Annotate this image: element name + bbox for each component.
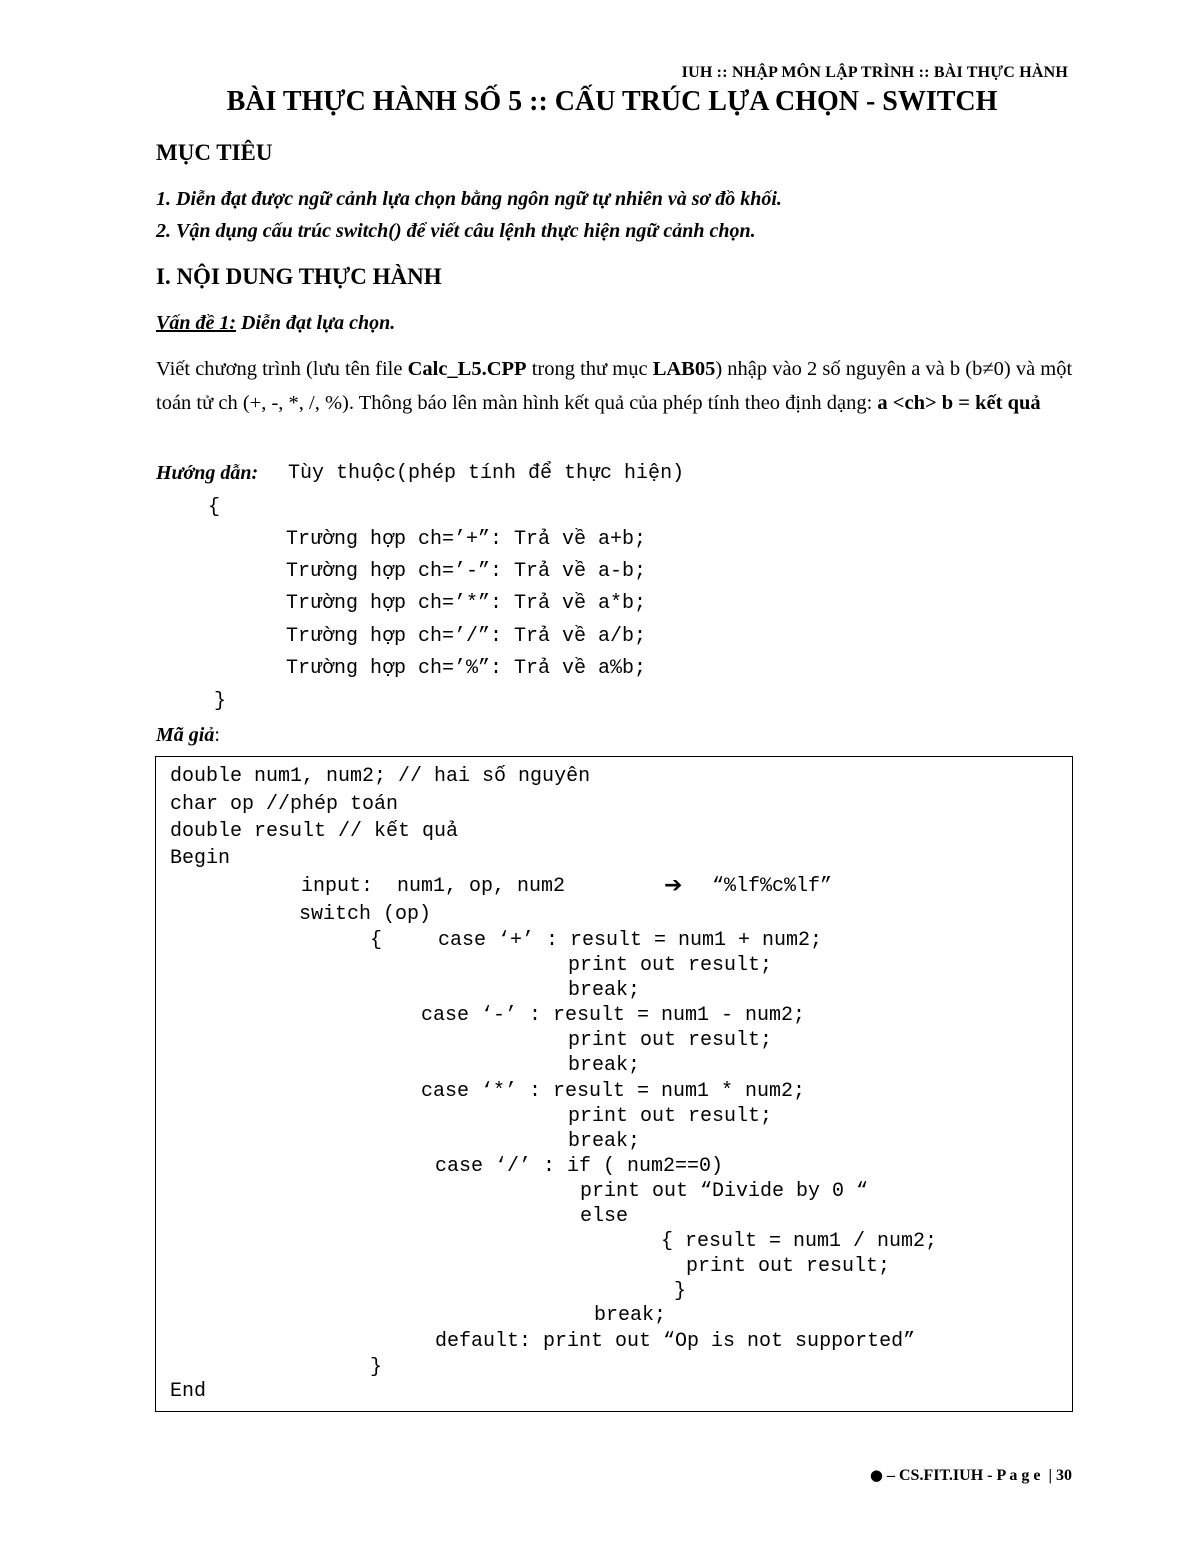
code-line: case ‘-’ : result = num1 - num2; [421, 1004, 806, 1027]
code-line: print out result; [568, 1029, 773, 1052]
code-line: Begin [170, 847, 231, 870]
code-line: } [370, 1356, 383, 1379]
guide-case-line: Trường hợp ch=’-”: Trả về a-b; [286, 560, 647, 583]
code-line: print out “Divide by 0 “ [580, 1180, 869, 1203]
guide-first-line: Tùy thuộc(phép tính để thực hiện) [276, 462, 685, 485]
code-line: case ‘*’ : result = num1 * num2; [421, 1080, 806, 1103]
problem-description [156, 352, 1076, 420]
right-arrow-icon: ➔ [664, 873, 683, 898]
code-line: { result = num1 / num2; [661, 1230, 938, 1253]
code-line: double num1, num2; // hai số nguyên [170, 765, 591, 788]
guide-case-line: Trường hợp ch=’%”: Trả về a%b; [286, 657, 647, 680]
code-line: input: num1, op, num2 [301, 875, 566, 898]
code-line: { [370, 929, 383, 952]
guide-case-line: Trường hợp ch=’+”: Trả về a+b; [286, 528, 647, 551]
desc-format: a <ch> b = kết quả [877, 392, 1041, 414]
code-line: } [674, 1280, 687, 1303]
code-line: break; [568, 979, 641, 1002]
guide-case-line: Trường hợp ch=’*”: Trả về a*b; [286, 592, 647, 615]
code-line: char op //phép toán [170, 793, 399, 816]
page-footer [870, 1466, 1072, 1485]
objective-item-2: 2. Vận dụng cấu trúc switch() để viết câu lệnh thực hiện ngữ cảnh chọn. [156, 220, 756, 242]
desc-folder: LAB05 [652, 358, 716, 380]
code-line: “%lf%c%lf” [712, 875, 833, 898]
filled-circle-icon: ● [869, 1466, 883, 1484]
code-line: else [580, 1205, 629, 1228]
page-title: BÀI THỰC HÀNH SỐ 5 :: CẤU TRÚC LỰA CHỌN - SWITCH [226, 86, 998, 117]
section-heading: I. NỘI DUNG THỰC HÀNH [156, 264, 442, 289]
desc-text-2: trong thư mục [526, 358, 653, 380]
code-line: End [170, 1380, 207, 1403]
code-line: break; [568, 1054, 641, 1077]
code-line: print out result; [686, 1255, 891, 1278]
code-line: case ‘/’ : if ( num2==0) [435, 1155, 724, 1178]
guide-case-line: Trường hợp ch=’/”: Trả về a/b; [286, 625, 647, 648]
objective-item-1: 1. Diễn đạt được ngữ cảnh lựa chọn bằng ngôn ngữ tự nhiên và sơ đồ khối. [156, 188, 782, 210]
code-line: print out result; [568, 954, 773, 977]
objectives-heading: MỤC TIÊU [156, 140, 273, 165]
code-line: break; [594, 1304, 667, 1327]
problem-heading [156, 312, 395, 335]
page-header: IUH :: NHẬP MÔN LẬP TRÌNH :: BÀI THỰC HÀNH [681, 64, 1068, 81]
desc-text-1: Viết chương trình (lưu tên file [156, 358, 408, 380]
code-line: double result // kết quả [170, 820, 459, 843]
desc-filename: Calc_L5.CPP [407, 358, 527, 380]
desc-text-3: ) nhập vào 2 số nguyên a và b (b≠0) và một toán tử ch (+, -, *, /, %). Thông báo lên màn hình kết quả của phép tính theo định dạng: [156, 358, 1073, 414]
problem-title: Diễn đạt lựa chọn. [236, 312, 396, 334]
footer-text: – CS.FIT.IUH - P a g e | 30 [886, 1467, 1072, 1484]
code-line: default: print out “Op is not supported” [435, 1330, 916, 1353]
code-line: case ‘+’ : result = num1 + num2; [438, 929, 823, 952]
guide-label: Hướng dẫn: [156, 462, 259, 484]
guide-close-brace: } [214, 690, 227, 713]
code-line: print out result; [568, 1105, 773, 1128]
code-line: break; [568, 1130, 641, 1153]
code-line: switch (op) [299, 903, 432, 926]
guide-open-brace: { [208, 496, 221, 519]
pseudocode-box [155, 756, 1073, 1412]
problem-label: Vấn đề 1: [156, 312, 236, 334]
pseudocode-label: Mã giả: [156, 724, 220, 746]
